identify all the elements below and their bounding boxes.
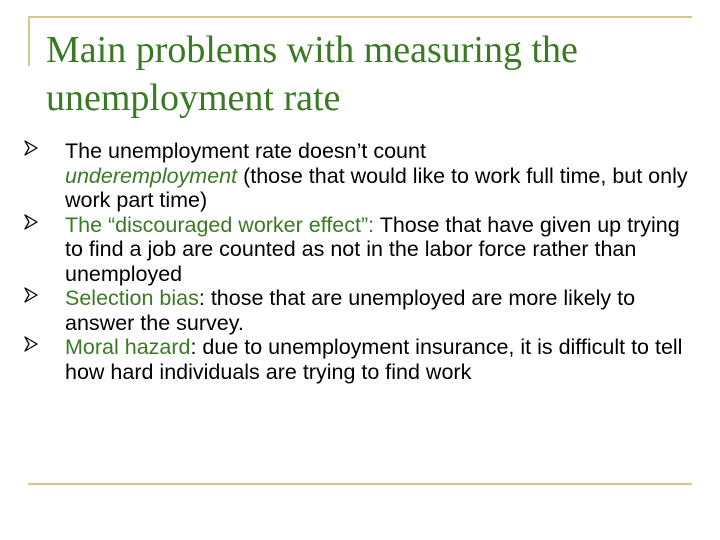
slide-title	[46, 26, 686, 122]
bullet-item-selection-bias	[56, 286, 696, 335]
bullet-text: (those that would like to work full time, but only work part time)	[65, 163, 688, 212]
bullet-term: Selection bias	[65, 286, 199, 310]
bullet-term: The “discouraged worker effect”:	[65, 212, 375, 237]
frame-left-rule	[28, 16, 30, 66]
arrowhead-bullet-icon	[24, 140, 38, 156]
bullet-item-discouraged-worker	[56, 213, 696, 287]
bullet-text: : those that are unemployed are more likely to answer the survey.	[65, 286, 636, 335]
bullet-text: : due to unemployment insurance, it is difficult to tell how hard individuals are trying to find work	[65, 335, 683, 384]
bullet-prefix: The unemployment rate doesn’t count	[65, 139, 426, 163]
arrowhead-bullet-icon	[24, 336, 38, 352]
frame-bottom-rule	[28, 483, 692, 485]
bullet-item-moral-hazard	[56, 335, 696, 384]
bullet-item-underemployment	[56, 139, 696, 213]
arrowhead-bullet-icon	[24, 287, 38, 303]
arrowhead-bullet-icon	[24, 214, 38, 230]
bullet-list	[56, 139, 696, 384]
title-line-1: Main problems with measuring the	[46, 29, 578, 71]
bullet-term: underemployment	[65, 163, 238, 188]
title-line-2: unemployment rate	[46, 77, 341, 119]
bullet-term: Moral hazard	[65, 335, 191, 359]
bullet-text: Those that have given up trying to find a job are counted as not in the labor force rather than unemployed	[65, 212, 680, 286]
frame-top-rule	[28, 16, 692, 18]
